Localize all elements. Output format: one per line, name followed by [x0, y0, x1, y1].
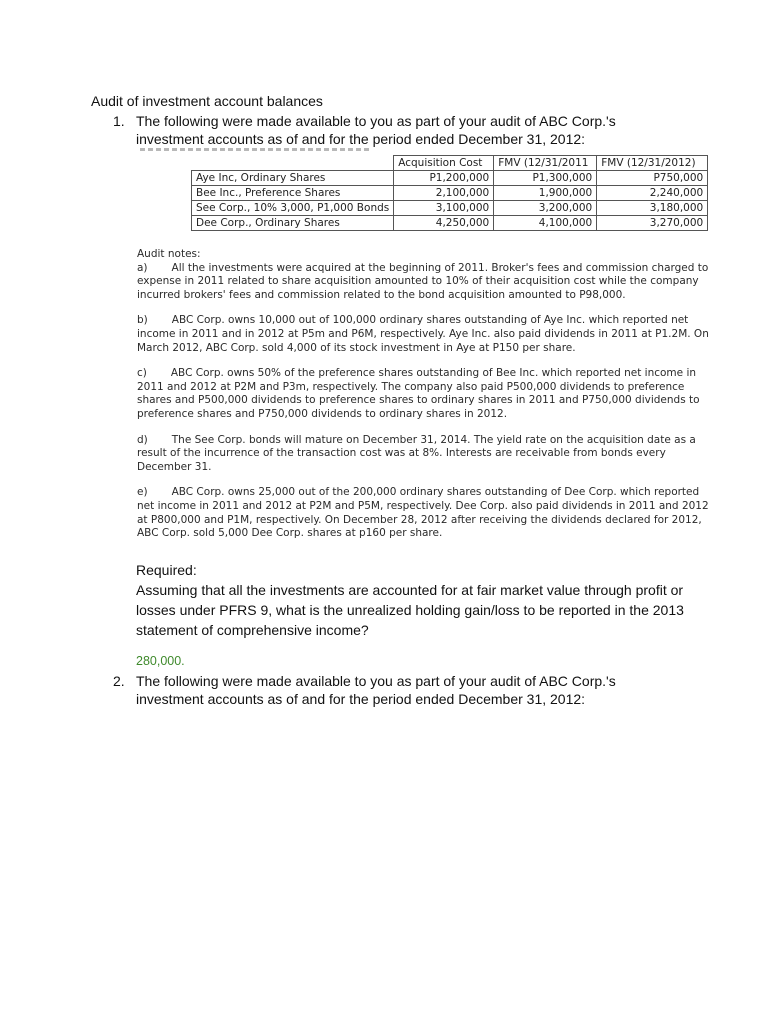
- table-cell: 4,100,000: [494, 216, 597, 231]
- audit-note-c: [137, 367, 709, 421]
- answer-text: 280,000.: [136, 654, 185, 668]
- table-cell: 1,900,000: [494, 186, 597, 201]
- required-text: Assuming that all the investments are accounted for at fair market value through profit or losses under PFRS 9, what is the unrealized holding gain/loss to be reported in the 2013 statement of comprehensive income?: [136, 582, 684, 638]
- audit-note-d: [137, 434, 709, 475]
- note-label: a): [137, 261, 148, 274]
- table-cell: See Corp., 10% 3,000, P1,000 Bonds: [192, 201, 394, 216]
- note-text: ABC Corp. owns 25,000 out of the 200,000 ordinary shares outstanding of Dee Corp. which reported net income in 2011 and 2012 at P2M and P5M, respectively. Dee Corp. also paid dividends in 2011 and 2012 at P800,000 and P1M, respectively. On December 28, 2012 after receiving the dividends declared for 2012, ABC Corp. sold 5,000 Dee Corp. shares at p160 per share.: [137, 486, 709, 540]
- note-text: All the investments were acquired at the beginning of 2011. Broker's fees and commission charged to expense in 2011 related to share acquisition amounted to 10% of their acquisition cost while the company incurred brokers' fees and commission related to the bond acquisition amounted to P98,000.: [137, 261, 709, 301]
- table-cell: P750,000: [597, 171, 708, 186]
- note-text: The See Corp. bonds will mature on December 31, 2014. The yield rate on the acquisition date as a result of the incurrence of the transaction cost was at 8%. Interests are receivable from bonds every December 31.: [137, 433, 696, 473]
- table-header-cell: FMV (12/31/2011: [494, 156, 597, 171]
- table-cell: 3,100,000: [394, 201, 494, 216]
- table-cell: 4,250,000: [394, 216, 494, 231]
- question-number: 2.: [113, 673, 125, 689]
- table-cell: P1,300,000: [494, 171, 597, 186]
- table-cell: Aye Inc, Ordinary Shares: [192, 171, 394, 186]
- cropped-text-line: [140, 148, 372, 151]
- note-text: ABC Corp. owns 50% of the preference shares outstanding of Bee Inc. which reported net income in 2011 and 2012 at P2M and P3m, respectively. The company also paid P500,000 dividends to preference shares and P500,000 dividends to preference shares to ordinary shares in 2011 and P750,000 dividends to preference shares and P750,000 dividends to ordinary shares in 2012.: [137, 367, 700, 420]
- question-text: The following were made available to you as part of your audit of ABC Corp.'s investment accounts as of and for the period ended December 31, 2012:: [136, 113, 616, 147]
- table-cell: P1,200,000: [394, 171, 494, 186]
- table-cell: Dee Corp., Ordinary Shares: [192, 216, 394, 231]
- table-cell: 2,240,000: [597, 186, 708, 201]
- table-cell: Bee Inc., Preference Shares: [192, 186, 394, 201]
- table-cell: 3,200,000: [494, 201, 597, 216]
- note-text: ABC Corp. owns 10,000 out of 100,000 ordinary shares outstanding of Aye Inc. which reported net income in 2011 and in 2012 at P5m and P6M, respectively. Aye Inc. also paid dividends in 2011 at P1.2M. On March 2012, ABC Corp. sold 4,000 of its stock investment in Aye at P150 per share.: [137, 314, 709, 354]
- table-header-cell: [192, 156, 394, 171]
- table-header-cell: Acquisition Cost: [394, 156, 494, 171]
- table-row: [192, 186, 708, 201]
- table-cell: 3,180,000: [597, 201, 708, 216]
- audit-note-a: [137, 262, 709, 303]
- note-label: c): [137, 367, 147, 380]
- audit-notes: [137, 248, 709, 541]
- audit-notes-title: Audit notes:: [137, 248, 201, 260]
- table-cell: 3,270,000: [597, 216, 708, 231]
- note-label: d): [137, 433, 148, 446]
- audit-note-e: [137, 486, 709, 540]
- table-row: [192, 171, 708, 186]
- page-heading: Audit of investment account balances: [91, 93, 323, 109]
- required-title: Required:: [136, 562, 197, 578]
- table-cell: 2,100,000: [394, 186, 494, 201]
- table-header-cell: FMV (12/31/2012): [597, 156, 708, 171]
- investment-table: [191, 155, 708, 231]
- question-number: 1.: [113, 113, 125, 129]
- question-text: The following were made available to you as part of your audit of ABC Corp.'s investment accounts as of and for the period ended December 31, 2012:: [136, 673, 616, 707]
- note-label: b): [137, 314, 148, 327]
- note-label: e): [137, 486, 148, 499]
- table-row: [192, 216, 708, 231]
- audit-note-b: [137, 314, 709, 355]
- required-section: [136, 560, 696, 640]
- table-row: [192, 201, 708, 216]
- table-header-row: [192, 156, 708, 171]
